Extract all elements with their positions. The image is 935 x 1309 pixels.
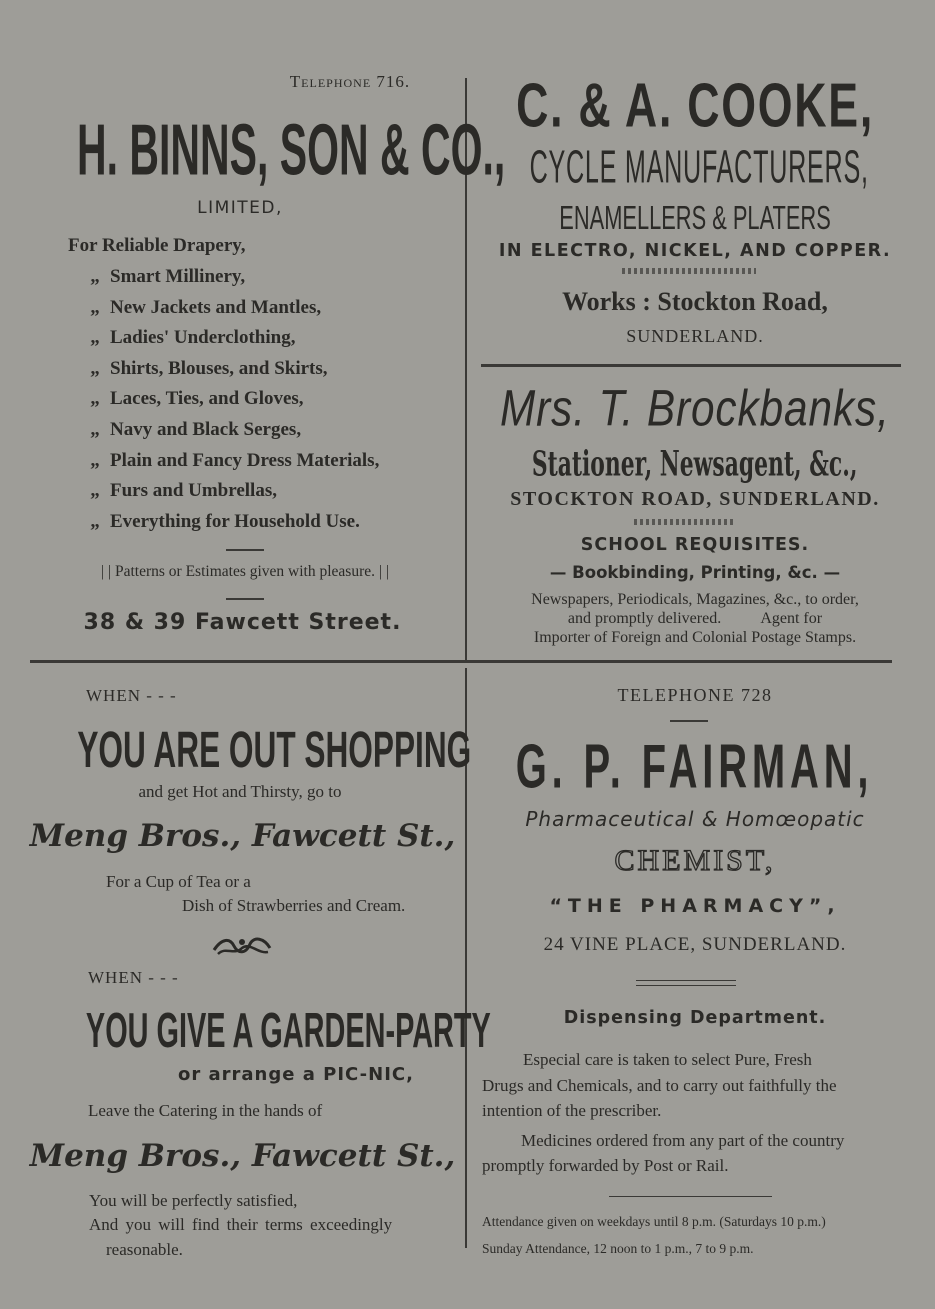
fairman-chemist: CHEMIST,	[614, 844, 776, 877]
binns-name: H. BINNS, SON & CO.,	[77, 109, 506, 191]
ditto-mark: „	[90, 388, 100, 410]
binns-limited: LIMITED,	[197, 198, 283, 218]
brockbanks-news-3: Importer of Foreign and Colonial Postage Stamps.	[533, 629, 857, 646]
binns-item	[80, 480, 460, 511]
brockbanks-news-1: Newspapers, Periodicals, Magazines, &c., to order,	[531, 591, 859, 608]
brockbanks-ornament-rule	[634, 519, 734, 525]
fairman-para2-line1: Medicines ordered from any part of the country	[521, 1131, 845, 1150]
meng-ornament-icon	[212, 934, 272, 958]
fairman-double-rule-top	[636, 980, 736, 981]
fairman-the-pharmacy: “THE PHARMACY”,	[549, 895, 841, 917]
brockbanks-school: SCHOOL REQUISITES.	[580, 535, 810, 555]
cooke-name: C. & A. COOKE,	[516, 71, 874, 141]
meng-strawberries: Dish of Strawberries and Cream.	[182, 896, 406, 915]
meng-picnic: or arrange a PIC-NIC,	[178, 1064, 414, 1085]
cooke-cycle-manufacturers: CYCLE MANUFACTURERS,	[529, 142, 869, 194]
meng-leave-catering: Leave the Catering in the hands of	[88, 1101, 323, 1120]
fairman-bottom-rule	[609, 1196, 772, 1197]
binns-item	[80, 358, 460, 389]
binns-item	[80, 388, 460, 419]
binns-item	[80, 266, 460, 297]
binns-item	[80, 419, 460, 450]
cooke-ornament-rule	[622, 268, 756, 274]
binns-item	[80, 327, 460, 358]
binns-item-text: Ladies' Underclothing,	[110, 327, 296, 349]
binns-short-rule-1	[226, 549, 264, 551]
meng-when-1: WHEN - - -	[86, 686, 177, 705]
fairman-pharmaceutical: Pharmaceutical & Homœopatic	[525, 807, 865, 831]
cooke-works: Works : Stockton Road,	[562, 287, 828, 316]
fairman-telephone: TELEPHONE 728	[617, 685, 773, 705]
meng-satisfied-1: You will be perfectly satisfied,	[89, 1191, 298, 1210]
meng-headline-shopping: YOU ARE OUT SHOPPING	[77, 722, 472, 779]
fairman-name: G. P. FAIRMAN,	[516, 731, 874, 802]
fairman-double-rule-bottom	[636, 985, 736, 986]
meng-script-name-2: Meng Bros., Fawcett St.,	[29, 1138, 456, 1174]
ditto-mark: „	[90, 266, 100, 287]
ditto-mark: „	[90, 418, 100, 440]
binns-address: 38 & 39 Fawcett Street.	[83, 610, 402, 635]
brockbanks-news-2: and promptly delivered. Agent for	[567, 610, 823, 627]
ditto-mark: „	[90, 510, 100, 532]
fairman-short-rule	[670, 720, 708, 722]
brockbanks-binding: — Bookbinding, Printing, &c. —	[549, 563, 841, 582]
binns-telephone: Telephone 716.	[289, 72, 411, 91]
brockbanks-trade: Stationer, Newsagent, &c.,	[532, 443, 858, 485]
binns-item-text: Laces, Ties, and Gloves,	[110, 388, 304, 410]
meng-satisfied-2: And you will find their terms exceedingly	[89, 1215, 393, 1234]
ditto-mark: „	[90, 296, 100, 318]
binns-short-rule-2	[226, 598, 264, 600]
fairman-address: 24 VINE PLACE, SUNDERLAND.	[543, 934, 847, 955]
brockbanks-name: Mrs. T. Brockbanks,	[500, 379, 890, 437]
meng-cup-of-tea: For a Cup of Tea or a	[106, 872, 251, 891]
binns-item	[80, 450, 460, 481]
ditto-mark: „	[90, 327, 100, 349]
cooke-town: SUNDERLAND.	[626, 326, 764, 346]
binns-first-item: For Reliable Drapery,	[68, 235, 246, 256]
fairman-attendance-sunday: Sunday Attendance, 12 noon to 1 p.m., 7 to 9 p.m.	[482, 1241, 754, 1256]
binns-item-text: Everything for Household Use.	[110, 510, 360, 532]
meng-when-2: WHEN - - -	[88, 968, 179, 987]
binns-patterns-note: | | Patterns or Estimates given with pleasure. | |	[101, 563, 389, 580]
cooke-electro-line: IN ELECTRO, NICKEL, AND COPPER.	[498, 241, 892, 261]
meng-satisfied-3: reasonable.	[106, 1240, 183, 1259]
ditto-mark: „	[90, 480, 100, 502]
fairman-para2-line2: promptly forwarded by Post or Rail.	[482, 1156, 729, 1175]
binns-item-list	[80, 266, 460, 541]
binns-item-text: Smart Millinery,	[110, 266, 246, 287]
meng-headline-garden-party: YOU GIVE A GARDEN-PARTY	[85, 1004, 491, 1059]
fairman-para1-line2: Drugs and Chemicals, and to carry out faithfully the	[482, 1076, 837, 1095]
fairman-para1-line3: intention of the prescriber.	[482, 1101, 662, 1120]
brockbanks-address: STOCKTON ROAD, SUNDERLAND.	[510, 488, 880, 510]
fairman-para1-line1: Especial care is taken to select Pure, Fresh	[523, 1050, 812, 1069]
binns-item-text: Furs and Umbrellas,	[110, 480, 277, 502]
binns-item-text: New Jackets and Mantles,	[110, 296, 322, 318]
binns-item	[80, 511, 460, 542]
binns-item-text: Shirts, Blouses, and Skirts,	[110, 357, 328, 379]
binns-item-text: Plain and Fancy Dress Materials,	[110, 449, 380, 471]
horizontal-divider-middle	[30, 660, 892, 663]
fairman-attendance-weekdays: Attendance given on weekdays until 8 p.m. (Saturdays 10 p.m.)	[482, 1214, 826, 1229]
cooke-enamellers: ENAMELLERS & PLATERS	[559, 199, 831, 237]
binns-item-text: Navy and Black Serges,	[110, 418, 302, 440]
fairman-dispensing: Dispensing Department.	[563, 1008, 827, 1028]
cooke-bottom-rule	[481, 364, 901, 367]
meng-hot-thirsty: and get Hot and Thirsty, go to	[138, 782, 342, 801]
ditto-mark: „	[90, 357, 100, 379]
ditto-mark: „	[90, 449, 100, 471]
meng-script-name-1: Meng Bros., Fawcett St.,	[29, 818, 456, 854]
binns-item	[80, 297, 460, 328]
